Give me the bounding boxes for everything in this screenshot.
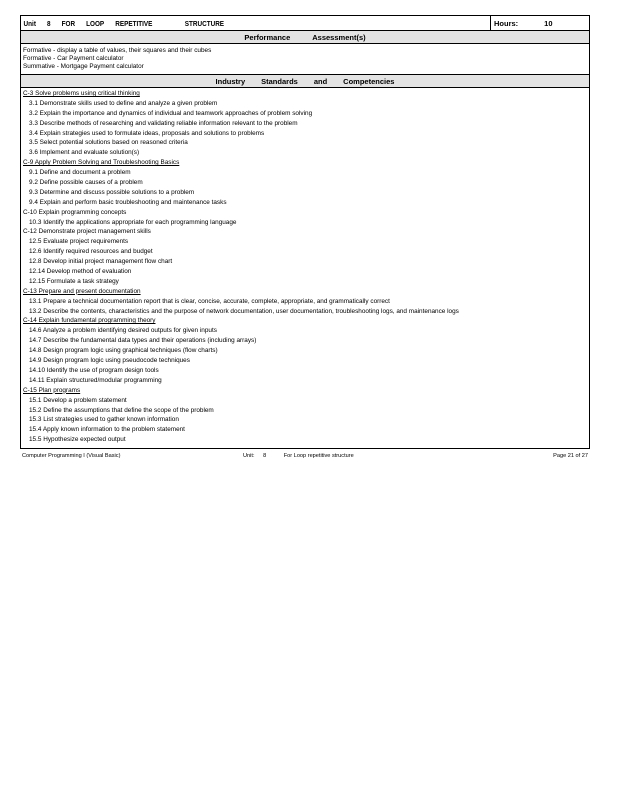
footer-page-number: Page 21 of 27 [553, 453, 588, 459]
unit-title-word: LOOP [86, 18, 105, 28]
standard-item: 14.10 Identify the use of program design tools [29, 366, 159, 374]
standard-item: 15.5 Hypothesize expected output [29, 436, 126, 444]
unit-title-word: REPETITIVE [115, 18, 153, 28]
unit-title-word: FOR [61, 18, 76, 28]
assessment-list [21, 44, 589, 75]
standard-item: 10.3 Identify the applications appropriate for each programming language [29, 218, 237, 226]
heading-word: Performance [244, 32, 291, 42]
competency-heading: C-12 Demonstrate project management skills [23, 228, 151, 236]
footer-unit-number: 8 [263, 453, 267, 459]
assessment-item: Formative - Car Payment calculator [23, 55, 124, 62]
standard-item: 12.15 Formulate a task strategy [29, 277, 119, 285]
competency-heading: C-13 Prepare and present documentation [23, 287, 141, 295]
assessment-item: Summative - Mortgage Payment calculator [23, 63, 144, 70]
standard-item: 15.1 Develop a problem statement [29, 396, 127, 404]
standard-item: 3.5 Select potential solutions based on reasoned criteria [29, 139, 188, 147]
hours-value: 10 [544, 18, 553, 28]
footer-course: Computer Programming I (Visual Basic) [22, 453, 121, 459]
competency-heading: C-10 Explain programming concepts [23, 208, 127, 216]
standard-item: 9.1 Define and document a problem [29, 169, 131, 177]
competency-heading: C-9 Apply Problem Solving and Troubleshooting Basics [23, 159, 180, 167]
standard-item: 14.7 Describe the fundamental data types and their operations (including arrays) [29, 337, 257, 345]
standard-item: 9.2 Define possible causes of a problem [29, 179, 143, 187]
standard-item: 12.6 Identify required resources and budget [29, 248, 153, 256]
standard-item: 12.5 Evaluate project requirements [29, 238, 129, 246]
standard-item: 3.3 Describe methods of researching and validating reliable information relevant to the problem [29, 119, 298, 127]
competency-heading: C-15 Plan programs [23, 386, 81, 394]
assessment-item: Formative - display a table of values, their squares and their cubes [23, 47, 212, 54]
standards-heading [21, 75, 589, 88]
standard-item: 14.9 Design program logic using pseudocode techniques [29, 357, 190, 365]
standard-item: 9.4 Explain and perform basic troubleshooting and maintenance tasks [29, 198, 227, 206]
unit-title [21, 16, 420, 30]
standard-item: 3.1 Demonstrate skills used to define and analyze a given problem [29, 99, 218, 107]
heading-word: Standards [261, 76, 298, 86]
unit-label: Unit [23, 18, 36, 28]
performance-assessment-heading [21, 31, 589, 44]
competency-heading: C-3 Solve problems using critical thinking [23, 90, 140, 97]
standard-item: 12.8 Develop initial project management flow chart [29, 258, 173, 266]
unit-title-word: STRUCTURE [184, 18, 225, 28]
hours-cell [490, 16, 589, 30]
standard-item: 9.3 Determine and discuss possible solutions to a problem [29, 188, 195, 196]
footer-unit-label: Unit: [243, 453, 255, 459]
heading-word: Competencies [343, 76, 395, 86]
standard-item: 14.6 Analyze a problem identifying desired outputs for given inputs [29, 327, 217, 335]
footer-unit-title: For Loop repetitive structure [283, 453, 354, 459]
standard-item: 15.3 List strategies used to gather known information [29, 416, 179, 424]
standard-item: 13.2 Describe the contents, characteristics and the purpose of network documentation, user documentation, troubleshooting logs, and maintenance logs [29, 307, 459, 315]
standard-item: 13.1 Prepare a technical documentation report that is clear, concise, accurate, complete, appropriate, and grammatically correct [29, 297, 390, 305]
footer-unit [243, 453, 361, 459]
heading-word: Industry [215, 76, 246, 86]
unit-plan-table [20, 15, 590, 449]
standard-item: 3.6 Implement and evaluate solution(s) [29, 149, 140, 157]
standard-item: 3.2 Explain the importance and dynamics of individual and teamwork approaches of problem solving [29, 109, 313, 117]
heading-word: Assessment(s) [312, 32, 366, 42]
standard-item: 14.8 Design program logic using graphical techniques (flow charts) [29, 347, 218, 355]
unit-number: 8 [47, 18, 51, 28]
standard-item: 15.2 Define the assumptions that define the scope of the problem [29, 406, 214, 414]
hours-label: Hours: [494, 18, 519, 28]
competency-heading: C-14 Explain fundamental programming theory [23, 317, 156, 325]
heading-word: and [313, 76, 328, 86]
standard-item: 12.14 Develop method of evaluation [29, 268, 132, 276]
standard-item: 14.11 Explain structured/modular programming [29, 376, 162, 384]
standard-item: 15.4 Apply known information to the problem statement [29, 426, 185, 434]
standard-item: 3.4 Explain strategies used to formulate ideas, proposals and solutions to problems [29, 129, 265, 137]
unit-header-row [21, 16, 589, 31]
standards-list [21, 88, 589, 448]
